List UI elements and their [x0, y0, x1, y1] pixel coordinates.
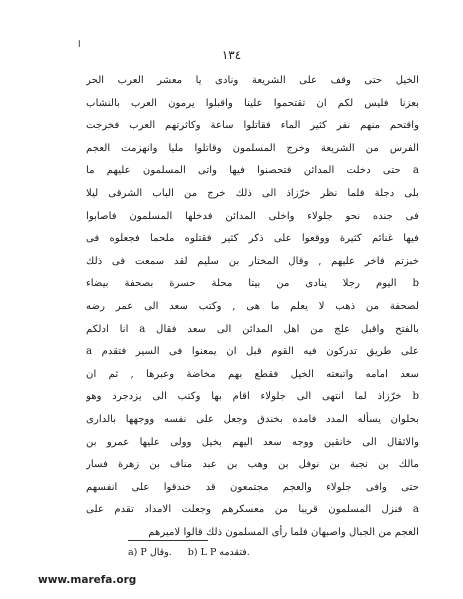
text-line: مالك بن نجبة بن نوفل بن وهب بن عبد مناف بن زهرة فسار — [86, 459, 419, 471]
corner-mark: ا — [78, 40, 81, 50]
footnote-text: L P فتقدمه. — [200, 547, 250, 558]
text-line: حتى وافى جلولاء والعجم مجتمعون قد خندقوا على انفسهم — [86, 481, 419, 493]
text-line: الخيل حتى وقف على الشريعة ونادى يا معشر العرب الحر — [86, 75, 419, 86]
footnotes — [128, 547, 250, 558]
text-line: فيها غنائم كثيرة ووقعوا على ذكر كثير فقتلوه ملحما فجعلوه فى — [86, 233, 419, 245]
text-line: b خرّزاذ لما انتهى الى جلولاء اقام بها وكتب الى يزدجرد وهو — [86, 391, 419, 403]
watermark: www.marefa.org — [38, 574, 137, 586]
text-line: بالفتح واقبل علج من اهل المدائن الى سعد فقال a انا ادلكم — [86, 323, 419, 335]
text-line: والاثقال الى خانقين ووجه سعد اليهم بخيل وولى عليها عمرو بن — [86, 436, 419, 448]
text-line: a حتى دخلت المدائن فتحصنوا فيها واتى المسلمون عليهم ما — [86, 165, 419, 177]
text-line: خبزتم فاخر عليهم , وقال المختار بن سليم لقد سمعت فى ذلك — [86, 255, 419, 267]
footnote-a — [128, 547, 172, 558]
text-line: بلى دجلة فلما نظر خرّزاذ الى ذلك خرج من الباب الشرقى ليلا — [86, 187, 419, 199]
body-text — [86, 70, 419, 544]
footnote-b — [188, 547, 250, 558]
footnote-marker: a) — [128, 547, 138, 558]
text-line: لصحفة من ذهب لا يعلم ما هى , وكتب سعد الى عمر رضه — [86, 300, 419, 312]
text-line: بعزنا فليس لكم ان تقتحموا علينا واقبلوا يرمون العرب بالنشاب — [86, 97, 419, 109]
footnote-marker: b) — [187, 547, 198, 558]
text-line: الفرس من الشريعة وخرج المسلمون وقاتلوا مليا وانهزمت العجم — [86, 142, 419, 154]
text-line: فى جنده نحو جلولاء واخلى المدائن فدخلها المسلمون فاصابوا — [86, 210, 419, 222]
text-line: العجم من الجبال واصبهان فلما رأى المسلمون ذلك قالوا لاميرهم — [148, 526, 419, 538]
text-line: بحلوان يسأله المدد فامده بخندق وجعل على نفسه ووجهها بالدارى — [86, 413, 419, 425]
page-number: ١٣٤ — [221, 48, 242, 62]
text-line: b اليوم رجلا ينادى من بيتا محلة حسرة بصحفة بيضاء — [86, 278, 419, 290]
footnote-divider — [128, 540, 208, 541]
text-line: على طريق تدركون فيه القوم قبل ان يمعنوا فى السير فتقدم a — [86, 346, 419, 358]
text-line: واقتحم منهم نفر كثير الماء فقاتلوا ساعة وكاثرتهم العرب فخرجت — [86, 120, 419, 132]
text-line: a فنزل المسلمون قريبا من معسكرهم وجعلت الامداد تقدم على — [86, 504, 419, 516]
footnote-text: P وقال. — [140, 547, 172, 558]
text-line: سعد امامه واتبعته الخيل فقطع بهم مخاضة وعبرها , ثم ان — [86, 368, 419, 380]
